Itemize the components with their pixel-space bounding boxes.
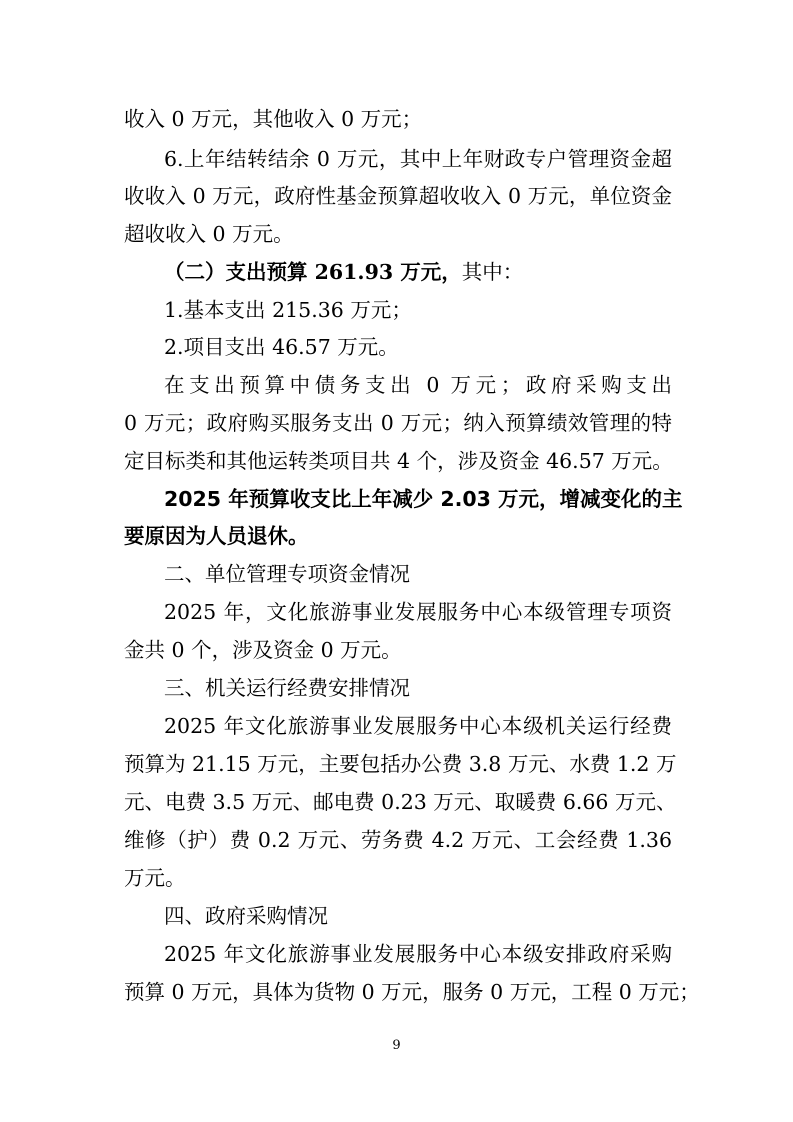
page-number: 9 xyxy=(392,1038,401,1053)
body-line-bold: 要原因为人员退休。 xyxy=(124,524,309,548)
body-line: 超收收入 0 万元。 xyxy=(124,222,294,246)
body-line: 0 万元；政府购买服务支出 0 万元；纳入预算绩效管理的特 xyxy=(124,411,672,435)
expenditure-heading-bold: （二）支出预算 261.93 万元， xyxy=(164,260,462,284)
body-line: 元、电费 3.5 万元、邮电费 0.23 万元、取暖费 6.66 万元、 xyxy=(124,790,677,814)
body-line: 金共 0 个，涉及资金 0 万元。 xyxy=(124,638,402,662)
body-line: 收入 0 万元，其他收入 0 万元； xyxy=(124,107,423,131)
expenditure-heading-tail: 其中： xyxy=(461,260,524,284)
section-heading-expenditure xyxy=(164,258,672,286)
body-line: 收收入 0 万元，政府性基金预算超收收入 0 万元，单位资金 xyxy=(124,184,672,208)
body-line: 2025 年文化旅游事业发展服务中心本级安排政府采购 xyxy=(164,942,672,966)
body-line: 万元。 xyxy=(124,866,186,890)
body-line: 2.项目支出 46.57 万元。 xyxy=(164,335,399,359)
body-line: 6.上年结转结余 0 万元，其中上年财政专户管理资金超 xyxy=(164,147,672,171)
body-line-bold: 2025 年预算收支比上年减少 2.03 万元，增减变化的主 xyxy=(164,487,683,511)
body-line: 2025 年，文化旅游事业发展服务中心本级管理专项资 xyxy=(164,600,672,624)
body-line: 预算 0 万元，具体为货物 0 万元，服务 0 万元，工程 0 万元； xyxy=(124,980,700,1004)
section-heading: 四、政府采购情况 xyxy=(164,904,328,928)
section-heading: 二、单位管理专项资金情况 xyxy=(164,562,410,586)
body-line: 在支出预算中债务支出 0 万元；政府采购支出 xyxy=(164,373,672,397)
section-heading: 三、机关运行经费安排情况 xyxy=(164,676,410,700)
body-line: 预算为 21.15 万元，主要包括办公费 3.8 万元、水费 1.2 万 xyxy=(124,752,677,776)
body-line: 定目标类和其他运转类项目共 4 个，涉及资金 46.57 万元。 xyxy=(124,449,673,473)
body-line: 1.基本支出 215.36 万元； xyxy=(164,298,412,322)
body-line: 维修（护）费 0.2 万元、劳务费 4.2 万元、工会经费 1.36 xyxy=(124,828,672,852)
body-line: 2025 年文化旅游事业发展服务中心本级机关运行经费 xyxy=(164,714,672,738)
